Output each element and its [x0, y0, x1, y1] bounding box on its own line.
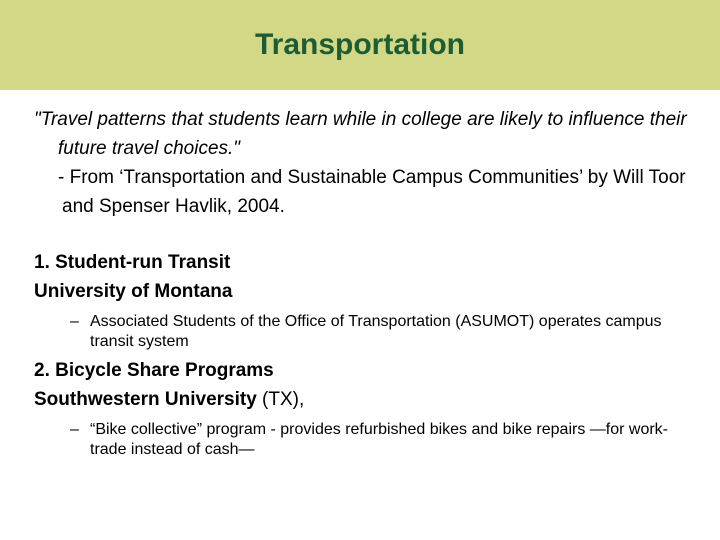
quote-block — [34, 105, 694, 221]
bullet-text: Associated Students of the Office of Transportation (ASUMOT) operates campus transit system — [90, 313, 662, 350]
subheading-suffix: (TX), — [256, 389, 305, 410]
bullet-dash: – — [70, 313, 79, 330]
bullet-item — [34, 312, 694, 352]
quote-source: - From ‘Transportation and Sustainable Campus Communities’ by Will Toor and Spenser Havlik, 2004. — [58, 167, 686, 217]
bullet-item — [34, 420, 694, 460]
section-student-transit — [34, 248, 694, 352]
section-heading: 2. Bicycle Share Programs — [34, 360, 274, 381]
subheading-text: University of Montana — [34, 281, 233, 302]
title-band — [0, 0, 720, 90]
section-heading: 1. Student-run Transit — [34, 252, 231, 273]
section-subheading — [34, 277, 694, 306]
bullet-dash: – — [70, 421, 79, 438]
section-subheading — [34, 385, 694, 414]
slide-body — [34, 105, 694, 460]
subheading-text: Southwestern University — [34, 389, 257, 410]
section-bicycle-share — [34, 356, 694, 460]
quote-text: "Travel patterns that students learn while in college are likely to influence their future travel choices." — [34, 109, 687, 159]
slide-title: Transportation — [254, 28, 465, 61]
bullet-text: “Bike collective” program - provides refurbished bikes and bike repairs —for work-trade instead of cash— — [90, 421, 668, 458]
